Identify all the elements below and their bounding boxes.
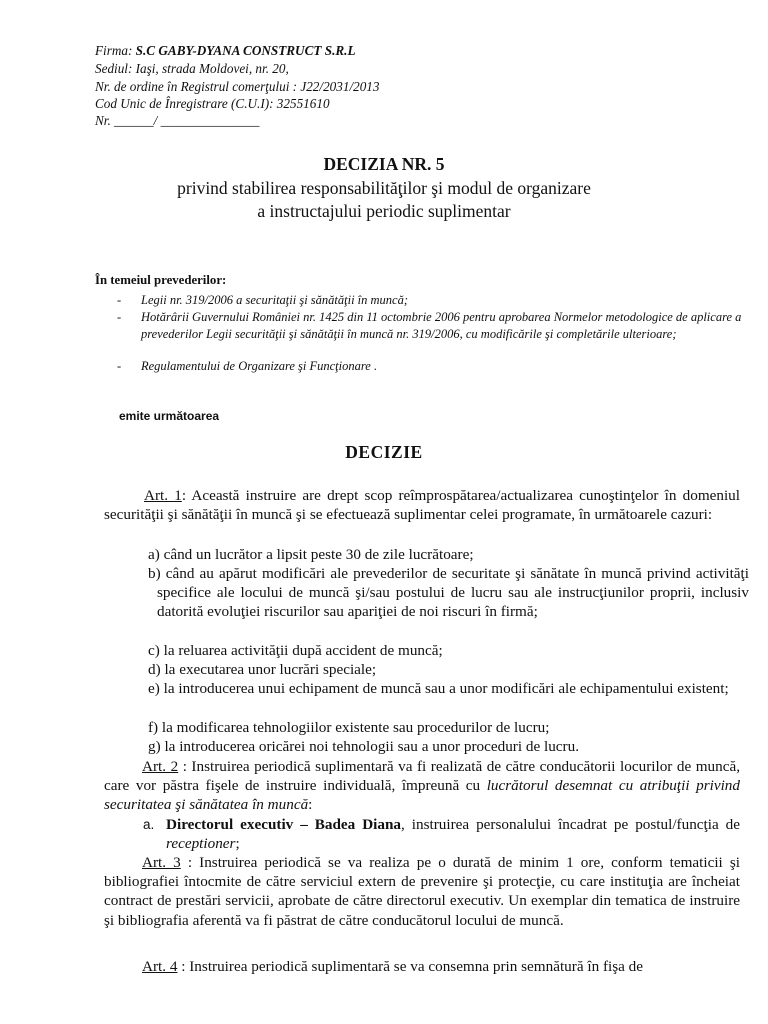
article-4-paragraph bbox=[104, 957, 754, 976]
legal-basis-item bbox=[117, 358, 751, 375]
article-1-item-e: e) la introducerea unui echipament de muncă sau a unor modificări ale echipamentului existent; bbox=[148, 680, 729, 697]
dash-bullet: - bbox=[117, 310, 122, 324]
legal-basis-item bbox=[117, 309, 751, 343]
article-4-text: : Instruirea periodică suplimentară se va consemna prin semnătură în fişa de bbox=[177, 958, 644, 975]
article-2-label: Art. 2 bbox=[142, 758, 179, 775]
article-1-text: : Această instruire are drept scop reîmprospătarea/actualizarea cunoştinţelor în domeniul securităţii şi sănătăţii în muncă şi se efectuează suplimentar celei programate, în următoarele cazuri: bbox=[104, 487, 741, 524]
decision-subtitle-line1: privind stabilirea responsabilităţilor şi modul de organizare bbox=[177, 178, 591, 198]
article-3-label: Art. 3 bbox=[142, 854, 181, 871]
article-2-text: : Instruirea periodică suplimentară va fi realizată de către conducătorii locurilor de muncă, care vor păstra fişele de instruire individuală, împreună cu bbox=[104, 758, 741, 795]
decision-heading: DECIZIE bbox=[345, 442, 423, 462]
article-4-label: Art. 4 bbox=[142, 958, 178, 975]
article-1-item-a: a) când un lucrător a lipsit peste 30 de zile lucrătoare; bbox=[148, 546, 474, 563]
registry-number: Nr. de ordine în Registrul comerţului : J22/2031/2013 bbox=[95, 79, 380, 94]
article-1-item-g: g) la introducerea oricărei noi tehnologii sau a unor proceduri de lucru. bbox=[148, 738, 579, 755]
document-number: Nr. ______/ _______________ bbox=[95, 113, 260, 128]
dash-bullet: - bbox=[117, 359, 122, 373]
legal-basis-heading: În temeiul prevederilor: bbox=[95, 273, 227, 287]
article-1-item-d: d) la executarea unor lucrări speciale; bbox=[148, 661, 377, 678]
article-3-paragraph bbox=[104, 853, 740, 930]
article-1-item-c: c) la reluarea activităţii după accident de muncă; bbox=[148, 642, 443, 659]
article-2-colon: : bbox=[308, 796, 313, 814]
article-1-paragraph bbox=[104, 486, 740, 524]
company-name: S.C GABY-DYANA CONSTRUCT S.R.L bbox=[135, 43, 356, 58]
article-1-item-f: f) la modificarea tehnologiilor existente sau procedurilor de lucru; bbox=[148, 719, 550, 736]
article-1-label: Art. 1 bbox=[144, 487, 182, 504]
company-label: Firma: bbox=[95, 43, 136, 58]
legal-basis-text: Regulamentului de Organizare şi Funcţionare . bbox=[141, 359, 378, 373]
article-2-item-marker: a. bbox=[143, 817, 155, 832]
article-2-item-text: , instruirea personalului încadrat pe postul/funcţia de bbox=[401, 816, 741, 833]
emits-line: emite următoarea bbox=[119, 409, 220, 423]
receptionist-role: receptioner bbox=[166, 835, 236, 853]
legal-basis-text: Legii nr. 319/2006 a securitaţii şi sănătăţii în muncă; bbox=[141, 293, 409, 307]
decision-title: DECIZIA NR. 5 bbox=[323, 154, 445, 174]
article-1-item-b: b) când au apărut modificări ale prevederilor de securitate şi sănătate în muncă privind activităţi specifice ale locului de muncă şi/sau postului de lucru sau ale instrucţiunilor proprii, inclusiv datorită evoluţiei riscurilor sau apariţiei de noi riscuri în firmă; bbox=[148, 565, 749, 621]
article-3-text: : Instruirea periodică se va realiza pe o durată de minim 1 ore, conform tematicii şi bibliografiei întocmite de către serviciul extern de prevenire şi protecţie, cu care instituţia are încheiat contract de prestări servicii, aprobate de către directorul executiv. Un exemplar din tematica de instruire şi bibliografia aferentă va fi păstrat de către conducătorul locului de muncă. bbox=[104, 854, 740, 929]
dash-bullet: - bbox=[117, 293, 122, 307]
article-2-paragraph bbox=[104, 757, 740, 815]
article-2-item-a bbox=[166, 815, 740, 853]
legal-basis-item bbox=[117, 292, 751, 309]
executive-director-name: Directorul executiv – Badea Diana bbox=[166, 816, 402, 833]
company-line bbox=[95, 42, 356, 60]
article-2-item-end: ; bbox=[235, 835, 240, 853]
decision-subtitle-line2: a instructajului periodic suplimentar bbox=[257, 201, 511, 221]
fiscal-code: Cod Unic de Înregistrare (C.U.I): 32551610 bbox=[95, 96, 330, 111]
article-2-designated-worker: lucrătorul desemnat cu atribuţii privind securitatea şi sănătatea în muncă bbox=[104, 777, 740, 814]
company-address: Sediul: Iaşi, strada Moldovei, nr. 20, bbox=[95, 61, 289, 76]
legal-basis-text: Hotărârii Guvernului României nr. 1425 din 11 octombrie 2006 pentru aprobarea Normelor metodologice de aplicare a prevederilor Legii securităţii şi sănătăţii în muncă nr. 319/2006, cu modificările şi completările ulterioare; bbox=[141, 310, 742, 342]
